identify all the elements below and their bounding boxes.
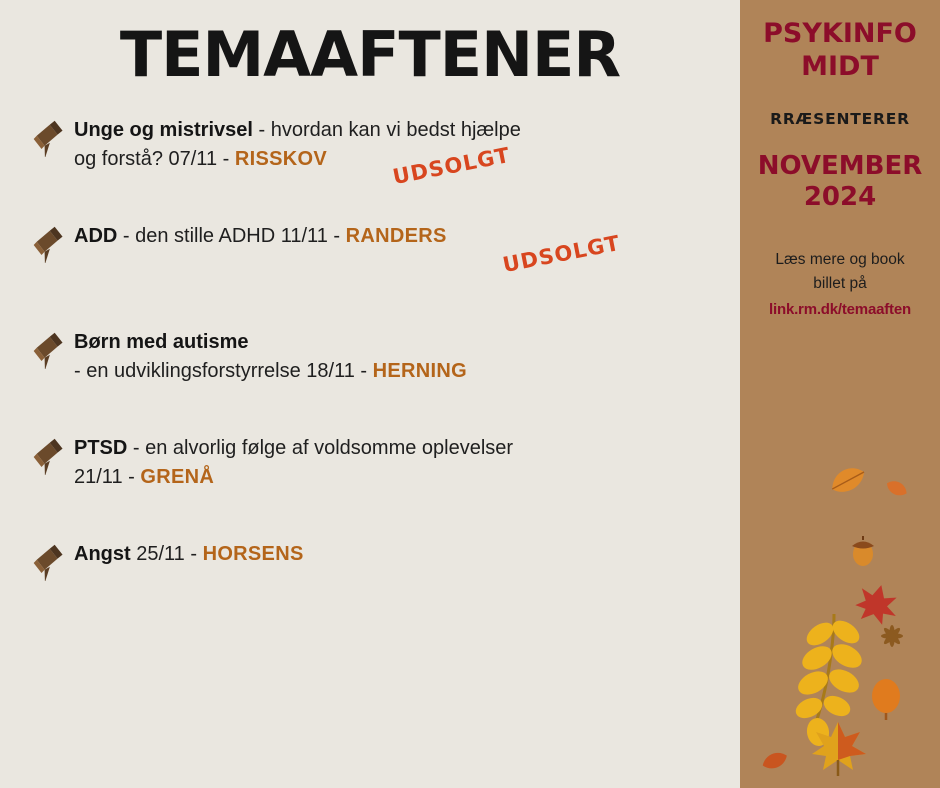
event-text <box>74 539 304 569</box>
presents-label: RRÆSENTERER <box>770 109 910 128</box>
brand-line-1: PSYKINFO <box>763 18 917 49</box>
booking-info <box>740 248 940 321</box>
status-badge: UDSOLGT <box>500 230 623 278</box>
event-city: RISSKOV <box>234 148 327 171</box>
pushpin-icon <box>28 117 74 157</box>
booking-line-1: Læs mere og book <box>775 250 905 268</box>
poster-sidebar <box>740 0 940 788</box>
event-city: GRENÅ <box>140 466 215 489</box>
status-badge: UDSOLGT <box>390 142 513 190</box>
autumn-leaves-decoration <box>740 440 940 788</box>
event-date: 25/11 - <box>130 543 203 566</box>
list-item[interactable] <box>28 433 716 525</box>
event-desc: - den stille ADHD 11/11 - <box>117 225 346 248</box>
page-title: TEMAAFTENER <box>119 18 621 91</box>
list-item[interactable] <box>28 221 716 313</box>
booking-link[interactable]: link.rm.dk/temaaften <box>769 300 911 318</box>
booking-line-2: billet på <box>813 274 867 292</box>
event-date: og forstå? 07/11 - <box>74 148 235 171</box>
event-city: HORSENS <box>202 543 304 566</box>
event-desc: - hvordan kan vi bedst hjælpe <box>252 119 521 142</box>
list-item[interactable] <box>28 115 716 207</box>
pushpin-icon <box>28 435 74 475</box>
event-title: Børn med autisme <box>74 331 249 354</box>
brand-name <box>740 18 940 84</box>
event-text <box>74 221 623 278</box>
event-title: Unge og mistrivsel <box>74 119 253 142</box>
pushpin-icon <box>28 329 74 369</box>
event-title: PTSD <box>74 437 128 460</box>
event-city: RANDERS <box>345 225 447 248</box>
pushpin-icon <box>28 223 74 263</box>
event-title: ADD <box>74 225 118 248</box>
event-title: Angst <box>74 543 131 566</box>
event-list <box>0 115 740 631</box>
event-text <box>74 115 521 190</box>
event-text <box>74 327 467 386</box>
brand-line-2: MIDT <box>801 50 879 82</box>
list-item[interactable] <box>28 539 716 631</box>
pushpin-icon <box>28 541 74 581</box>
year-label: 2024 <box>803 182 877 213</box>
event-city: HERNING <box>372 360 467 383</box>
event-text <box>74 433 513 492</box>
event-desc: - en udviklingsforstyrrelse 18/11 - <box>74 360 373 383</box>
event-desc: - en alvorlig følge af voldsomme oplevelser <box>127 437 514 460</box>
list-item[interactable] <box>28 327 716 419</box>
month-label: NOVEMBER <box>757 150 923 181</box>
event-date: 21/11 - <box>74 466 141 489</box>
